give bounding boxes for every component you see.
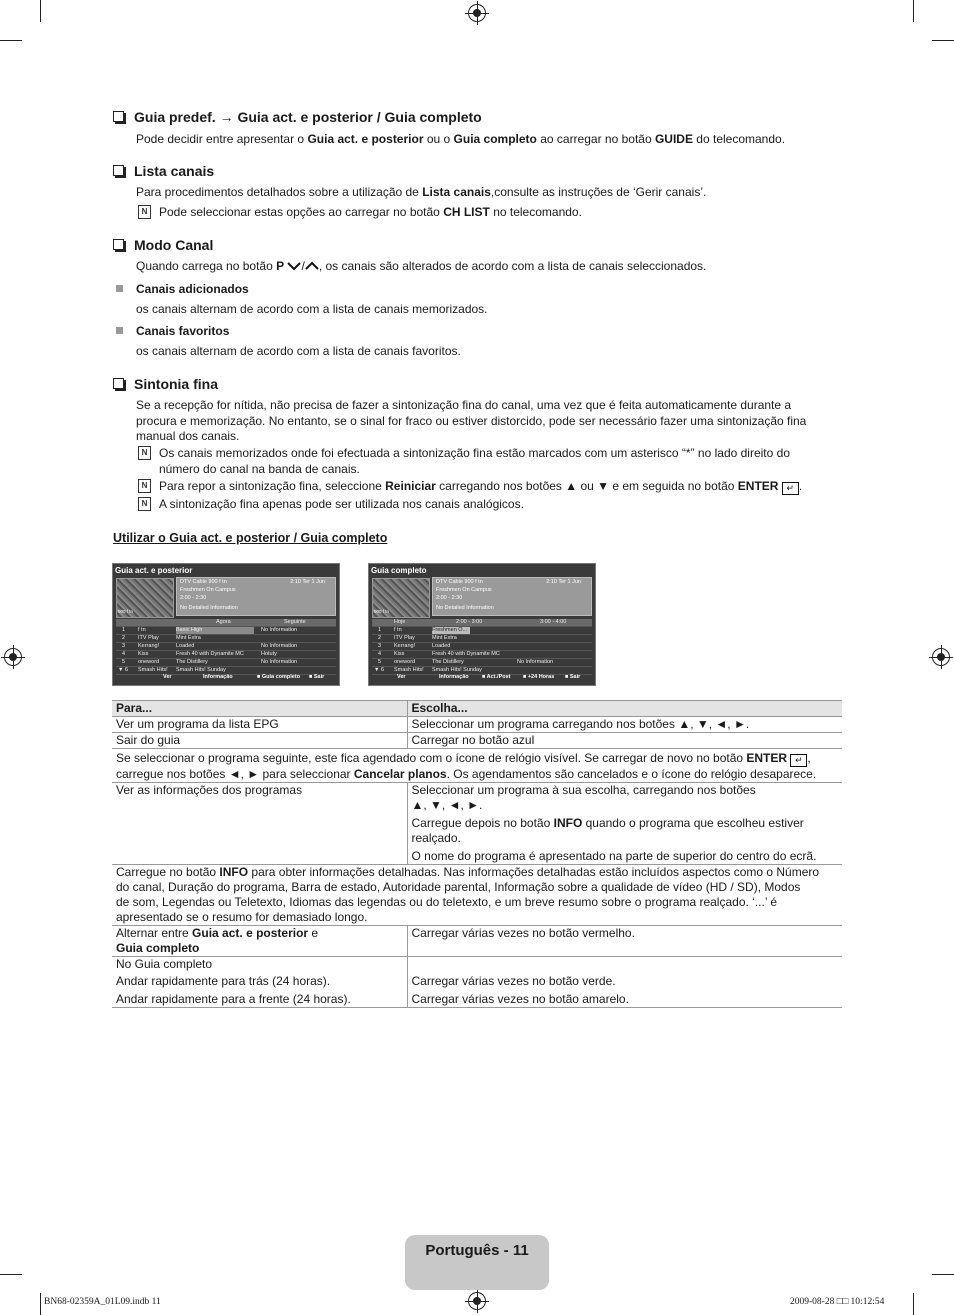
enter-icon: ↵ (782, 482, 799, 495)
section-title-fine-tune: Sintonia fina (113, 376, 218, 392)
section-title-channel-mode: Modo Canal (113, 237, 213, 253)
table-row[interactable]: ▼ 6 Smash Hits! Smash Hits! Sunday (116, 667, 336, 675)
table-cell: Alternar entre Guia act. e posterior e Guia completo (112, 926, 407, 957)
registration-mark-icon (468, 4, 486, 22)
table-cell: Se seleccionar o programa seguinte, este fica agendado com o ícone de relógio visível. Se carregar de novo no botão ENTER ↵ , carregue nos botões ◄, ► para seleccionar Cancelar planos. Os agendamentos são cancelados e o ícone do relógio desaparece. (116, 751, 817, 781)
channel-grid: Agora Seguinte 1 f tn Basic High No Information 2 ITV Play Mint Extra 3 Kerrang! Loaded No Information 4 Kiss Fresh 40 with Dynamite MC Hotuty 5 oneword The Distillery No Information ▼ 6 Smash Hits! Smash Hits! Sunday (116, 619, 336, 674)
fine-tune-note-1: Os canais memorizados onde foi efectuada a sintonização fina estão marcados com um asterisco “*” no lado direito do número do canal na banda de canais. (159, 446, 790, 476)
square-bullet-icon (116, 285, 123, 292)
table-cell: Seleccionar um programa à sua escolha, carregando nos botões ▲, ▼, ◄, ►. Carregue depois no botão INFO quando o programa que escolheu estiver realçado. O nome do programa é apresentado na parte de superior do centro do ecrã. (411, 783, 817, 863)
table-row[interactable]: 1 f tn Basic High No Information (116, 627, 336, 635)
footer-file-info: BN68-02359A_01L09.indb 11 (44, 1297, 161, 1307)
crop-mark (913, 0, 914, 22)
thumb-label: 900 f tn (118, 609, 134, 614)
note-icon: N (138, 205, 151, 219)
screenshot-now-next: Guia act. e posterior 900 f tn DTV Cable 900 f tn 2:10 Ter 1 Jun Freshmen On Campus 2:00 - 2:30 No Detailed Information Agora Seguinte 1 f tn Basic High No Information 2 ITV Play Mint Extra 3 Kerrang! Loaded No Information 4 Kiss Fresh 40 with Dynamite MC Hotuty 5 oneword The Distillery No Information ▼ 6 Smash Hits! Smash Hits! Sunday Ver Informação ■ Guia completo ■ Sair (112, 563, 340, 686)
checkbox-bullet-icon (113, 239, 124, 250)
note-icon: N (138, 497, 151, 511)
table-row[interactable]: 1 f tn Freshmen O... (372, 627, 592, 635)
fine-tune-note-2: Para repor a sintonização fina, seleccione Reiniciar carregando nos botões ▲ ou ▼ e em seguida no botão ENTER ↵ . (159, 479, 803, 493)
table-cell: Sair do guia (112, 733, 407, 749)
table-cell: Carregar no botão azul (411, 733, 535, 747)
crop-mark (0, 40, 22, 41)
checkbox-bullet-icon (113, 378, 124, 389)
enter-icon: ↵ (790, 754, 807, 767)
registration-mark-icon (4, 648, 22, 666)
table-header-cell: Escolha... (411, 701, 468, 715)
thumb-label: 900 f tn (374, 609, 390, 614)
table-row[interactable]: 2 ITV Play Mint Extra (116, 635, 336, 643)
crop-mark (932, 1274, 954, 1275)
section-title-guide: Guia predef. → Guia act. e posterior / Guia completo (113, 109, 482, 125)
channel-grid: Hoje 2:00 - 3:00 3:00 - 4:00 1 f tn Freshmen O... 2 ITV Play Mint Extra 3 Kerrang! Loaded 4 Kiss Fresh 40 with Dynamite MC 5 oneword The Distillery No Information ▼ 6 Smash Hits! Smash Hits! Sunday (372, 619, 592, 674)
favourite-channels-title: Canais favoritos (136, 324, 230, 338)
usage-heading: Utilizar o Guia act. e posterior / Guia completo (113, 531, 388, 545)
note-icon: N (138, 446, 151, 460)
fine-tune-note-3: A sintonização fina apenas pode ser utilizada nos canais analógicos. (159, 497, 524, 511)
crop-mark (0, 1274, 22, 1275)
table-row[interactable]: 3 Kerrang! Loaded (372, 643, 592, 651)
crop-mark (913, 1293, 914, 1315)
table-cell: Carregue no botão INFO para obter informações detalhadas. Nas informações detalhadas estão incluídos aspectos como o Número do canal, Duração do programa, Barra de estado, Autoridade parental, Informação sobre a qualidade de vídeo (HD / SD), Modos de som, Legendas ou Teletexto, Idiomas das legendas ou do teletexto, e um breve resumo sobre o programa realçado. ‘...’ é apresentado se o resumo for demasiado longo. (116, 865, 820, 924)
note-icon: N (138, 479, 151, 493)
registration-mark-icon (468, 1292, 486, 1310)
screenshot-title: Guia act. e posterior (115, 566, 193, 575)
registration-mark-icon (932, 648, 950, 666)
channel-list-text: Para procedimentos detalhados sobre a utilização de Lista canais,consulte as instruções de ‘Gerir canais’. (136, 185, 707, 199)
crop-mark (932, 40, 954, 41)
programme-info-box: DTV Cable 900 f tn 2:10 Ter 1 Jun Freshmen On Campus 2:00 - 2:30 No Detailed Information (432, 577, 592, 616)
programme-info-box: DTV Cable 900 f tn 2:10 Ter 1 Jun Freshmen On Campus 2:00 - 2:30 No Detailed Information (176, 577, 336, 616)
favourite-channels-text: os canais alternam de acordo com a lista de canais favoritos. (136, 344, 461, 358)
chevron-down-icon (287, 260, 301, 276)
checkbox-bullet-icon (113, 111, 124, 122)
added-channels-title: Canais adicionados (136, 282, 249, 296)
table-row[interactable]: 2 ITV Play Mint Extra (372, 635, 592, 643)
table-row[interactable]: 5 oneword The Distillery No Information (372, 659, 592, 667)
crop-mark (40, 0, 41, 22)
table-row[interactable]: 4 Kiss Fresh 40 with Dynamite MC Hotuty (116, 651, 336, 659)
table-cell: Ver as informações dos programas (112, 783, 407, 865)
screenshot-title: Guia completo (371, 566, 427, 575)
table-cell: Ver um programa da lista EPG (112, 717, 407, 733)
table-row[interactable]: 3 Kerrang! Loaded No Information (116, 643, 336, 651)
chevron-up-icon (305, 260, 319, 276)
screenshot-full-guide: Guia completo 900 f tn DTV Cable 900 f tn 2:10 Ter 1 Jun Freshmen On Campus 2:00 - 2:30 No Detailed Information Hoje 2:00 - 3:00 3:00 - 4:00 1 f tn Freshmen O... 2 ITV Play Mint Extra 3 Kerrang! Loaded 4 Kiss Fresh 40 with Dynamite MC 5 oneword The Distillery No Information ▼ 6 Smash Hits! Smash Hits! Sunday Ver Informação ■ Act./Post ■ +24 Horas ■ Sair (368, 563, 596, 686)
channel-mode-text: Quando carrega no botão P / , os canais são alterados de acordo com a lista de canais seleccionados. (136, 259, 706, 276)
section-title-channel-list: Lista canais (113, 163, 214, 179)
crop-mark (40, 1293, 41, 1315)
footer-timestamp: 2009-08-28 □□ 10:12:54 (790, 1297, 885, 1307)
table-row[interactable]: ▼ 6 Smash Hits! Smash Hits! Sunday (372, 667, 592, 675)
channel-list-note: Pode seleccionar estas opções ao carregar no botão CH LIST no telecomando. (159, 205, 582, 219)
fine-tune-paragraph: Se a recepção for nítida, não precisa de fazer a sintonização fina do canal, uma vez que é feita automaticamente durante a procura e memorização. No entanto, se o sinal for fraco ou estiver distorcido, pode ser necessário fazer uma sintonização fina manual dos canais. (136, 398, 807, 443)
square-bullet-icon (116, 327, 123, 334)
table-cell: No Guia completo Andar rapidamente para trás (24 horas). Andar rapidamente para a frente (24 horas). (112, 957, 407, 1008)
table-cell: Carregar várias vezes no botão vermelho. (411, 926, 635, 940)
table-header-cell: Para... (112, 701, 407, 717)
epg-usage-table (112, 700, 842, 1008)
added-channels-text: os canais alternam de acordo com a lista de canais memorizados. (136, 302, 488, 316)
page-number: Português - 11 (425, 1242, 529, 1259)
guide-text: Pode decidir entre apresentar o Guia act. e posterior ou o Guia completo ao carregar no botão GUIDE do telecomando. (136, 132, 786, 146)
table-row[interactable]: 5 oneword The Distillery No Information (116, 659, 336, 667)
table-cell: Carregar várias vezes no botão verde. Carregar várias vezes no botão amarelo. (411, 974, 629, 1006)
checkbox-bullet-icon (113, 165, 124, 176)
table-row[interactable]: 4 Kiss Fresh 40 with Dynamite MC (372, 651, 592, 659)
table-cell: Seleccionar um programa carregando nos botões ▲, ▼, ◄, ►. (411, 717, 750, 731)
